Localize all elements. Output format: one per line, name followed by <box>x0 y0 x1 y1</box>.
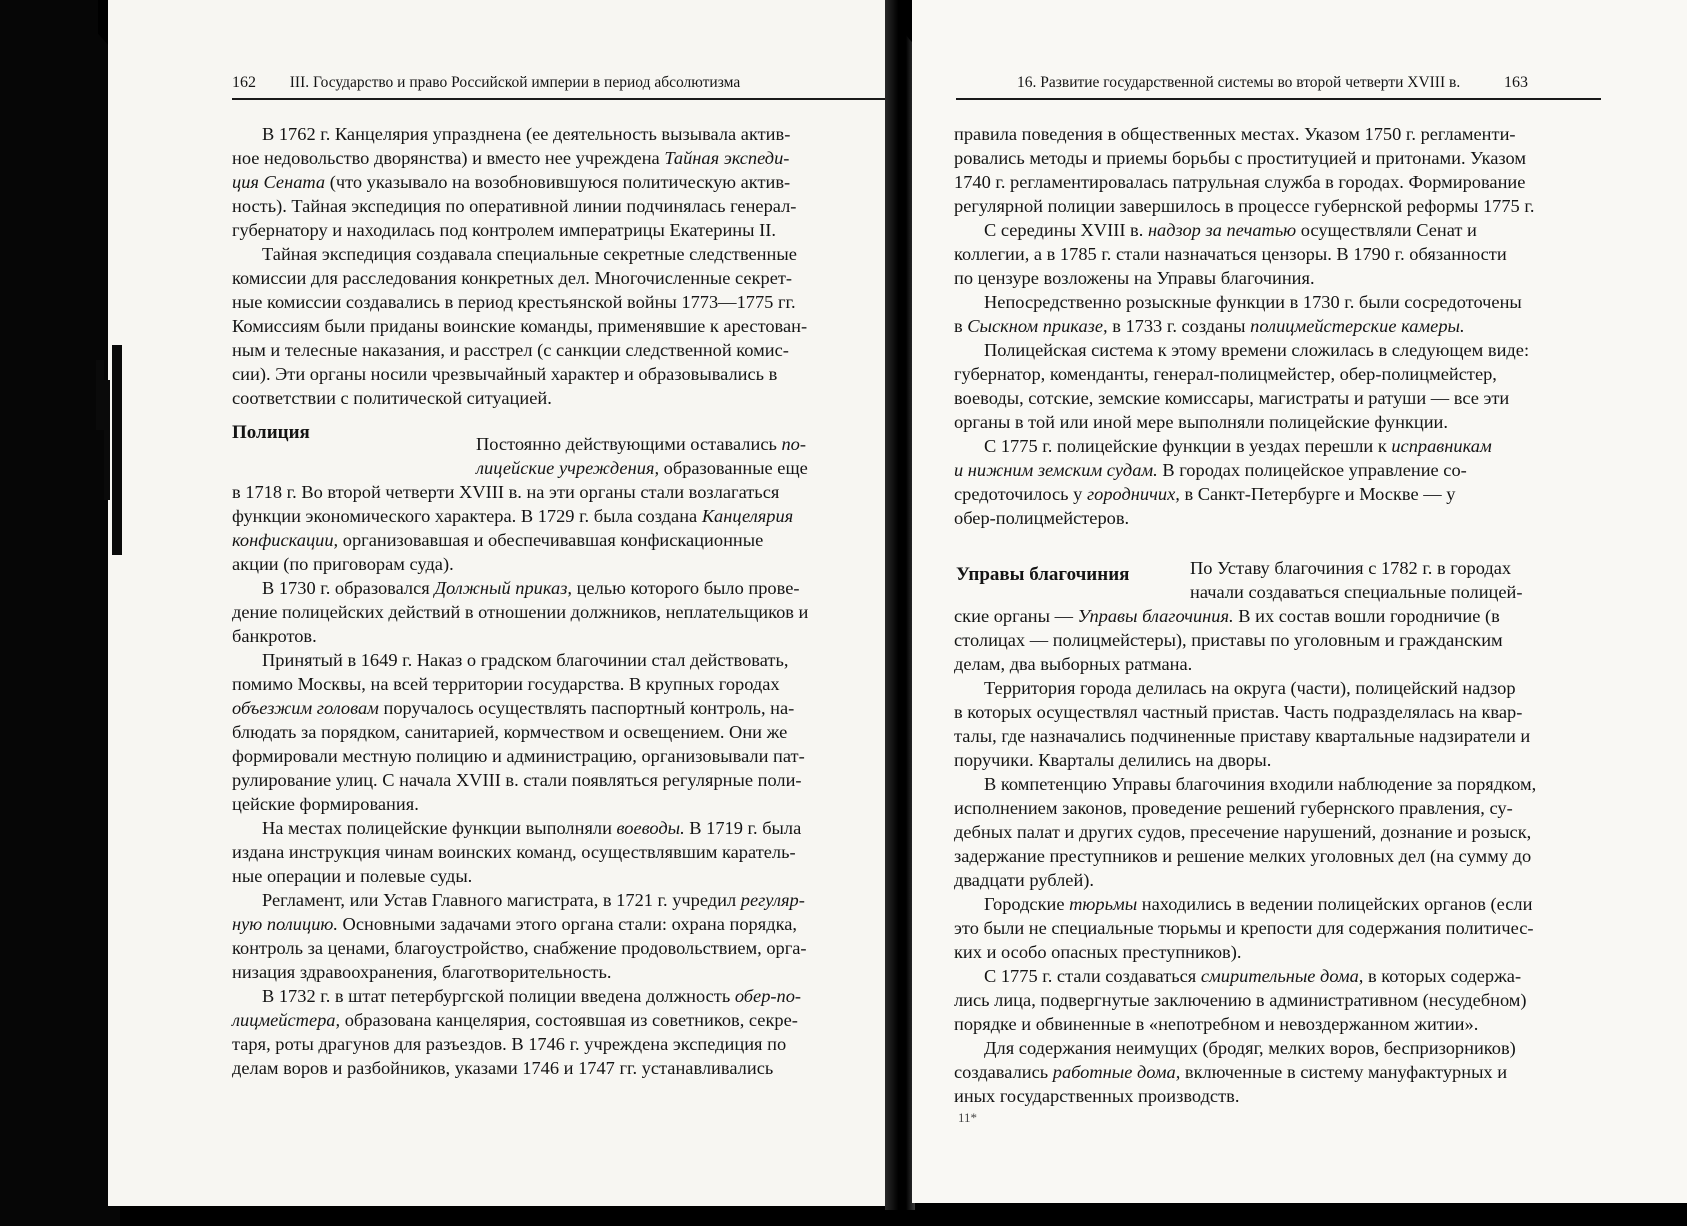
left-header-title: III. Государство и право Российской империи в период абсолютизма <box>289 74 741 91</box>
italic-term: Тайная экспеди- <box>664 148 790 168</box>
right-header-title: 16. Развитие государственной системы во второй четверти XVIII в. <box>1017 74 1461 91</box>
text-run: создавались <box>954 1062 1053 1082</box>
text-run: Территория города делилась на округа (части), полицейский надзор <box>984 678 1516 698</box>
text-run: коллегии, а в 1785 г. стали назначаться цензоры. В 1790 г. обязанности <box>954 244 1507 264</box>
text-line <box>232 672 903 696</box>
scan-artifact <box>96 360 104 430</box>
text-line <box>954 458 1634 482</box>
text-line <box>954 218 1634 242</box>
text-run: Непосредственно розыскные функции в 1730 г. были сосредоточены <box>984 292 1522 312</box>
text-line <box>954 604 1634 628</box>
text-run: В 1719 г. была <box>684 818 802 838</box>
text-run: В 1730 г. образовался <box>262 578 435 598</box>
text-run: (что указывало на возобновившуюся политическую актив- <box>325 172 791 192</box>
text-run: в <box>954 316 968 336</box>
text-run: С 1775 г. полицейские функции в уездах перешли к <box>984 436 1392 456</box>
text-line <box>232 146 903 170</box>
text-run: включенные в систему мануфактурных и <box>1180 1062 1508 1082</box>
text-line <box>954 338 1634 362</box>
text-line <box>232 720 903 744</box>
text-run: иных государственных производств. <box>954 1086 1240 1106</box>
italic-term: по- <box>781 434 806 454</box>
text-run: Полицейская система к этому времени сложилась в следующем виде: <box>984 340 1530 360</box>
text-line <box>232 528 903 552</box>
text-line <box>232 576 903 600</box>
text-line <box>232 386 903 410</box>
text-line <box>232 696 903 720</box>
text-run: В городах полицейское управление со- <box>1157 460 1467 480</box>
text-run: образована канцелярия, состоявшая из советников, секре- <box>340 1010 798 1030</box>
left-page <box>108 0 903 1206</box>
text-line <box>232 744 903 768</box>
text-line <box>954 844 1634 868</box>
text-run: таря, роты драгунов для разъездов. В 1746 г. учреждена экспедиция по <box>232 1034 787 1054</box>
text-run: губернатору и находилась под контролем императрицы Екатерины II. <box>232 220 776 240</box>
text-run: сии). Эти органы носили чрезвычайный характер и образовывались в <box>232 364 778 384</box>
text-run: начали создаваться специальные полицей- <box>1190 582 1523 602</box>
text-run: блюдать за порядком, санитарией, кормчеством и освещением. Они же <box>232 722 788 742</box>
text-run: цейские формирования. <box>232 794 419 814</box>
italic-term: и нижним земским судам. <box>954 460 1158 480</box>
text-run: делам, два выборных ратмана. <box>954 654 1193 674</box>
italic-term: регуляр- <box>740 890 805 910</box>
text-line <box>232 314 903 338</box>
text-line <box>954 988 1634 1012</box>
text-run: талы, где назначались подчиненные приставу квартальные надзиратели и <box>954 726 1531 746</box>
italic-term: работные дома, <box>1052 1062 1181 1082</box>
text-line <box>232 432 903 456</box>
text-run: в Санкт-Петербурге и Москве — у <box>1179 484 1456 504</box>
text-line <box>954 916 1634 940</box>
text-line <box>232 480 903 504</box>
book-spine <box>885 0 915 1210</box>
text-line <box>954 676 1634 700</box>
text-run: С 1775 г. стали создаваться <box>984 966 1201 986</box>
text-line <box>954 868 1634 892</box>
text-run: в 1718 г. Во второй четверти XVIII в. на эти органы стали возлагаться <box>232 482 780 502</box>
left-body-text <box>232 122 903 1080</box>
text-line <box>232 504 903 528</box>
text-line <box>232 864 903 888</box>
text-run: правила поведения в общественных местах. Указом 1750 г. регламенти- <box>954 124 1516 144</box>
italic-term: исправникам <box>1391 436 1492 456</box>
text-run: В их состав вошли городничие (в <box>1233 606 1500 626</box>
text-line <box>232 888 903 912</box>
text-run: это были не специальные тюрьмы и крепости для содержания политичес- <box>954 918 1534 938</box>
text-line <box>954 772 1634 796</box>
text-line <box>232 648 903 672</box>
text-line <box>954 194 1634 218</box>
right-body-text <box>954 122 1634 1108</box>
footer-signature-mark: 11* <box>958 1110 978 1125</box>
text-line <box>954 796 1634 820</box>
text-run: Городские <box>984 894 1070 914</box>
text-line <box>232 290 903 314</box>
text-line <box>954 434 1634 458</box>
text-run: обер-полицмейстеров. <box>954 508 1130 528</box>
header-rule <box>956 98 1601 100</box>
text-line <box>232 984 903 1008</box>
text-run: Постоянно действующими оставались <box>476 434 782 454</box>
italic-term: Должный приказ, <box>434 578 572 598</box>
text-line <box>232 242 903 266</box>
text-run: организовавшая и обеспечивавшая конфискационные <box>338 530 764 550</box>
scan-artifact <box>104 380 110 500</box>
text-run: делам воров и разбойников, указами 1746 и 1747 гг. устанавливались <box>232 1058 774 1078</box>
text-run: порядке и обвиненные в «непотребном и невоздержанном житии». <box>954 1014 1479 1034</box>
italic-term: надзор за печатью <box>1147 220 1297 240</box>
text-run: ные комиссии создавались в период крестьянской войны 1773—1775 гг. <box>232 292 796 312</box>
text-run: в которых осуществлял частный пристав. Часть подразделялась на квар- <box>954 702 1523 722</box>
text-run: Комиссиям были приданы воинские команды, применявшие к арестован- <box>232 316 808 336</box>
italic-term: Управы благочиния. <box>1077 606 1234 626</box>
text-run: Основными задачами этого органа стали: охрана порядка, <box>337 914 797 934</box>
text-line <box>232 1032 903 1056</box>
text-line <box>954 362 1634 386</box>
text-line <box>232 912 903 936</box>
left-page-header <box>232 74 740 92</box>
text-run: средоточилось у <box>954 484 1087 504</box>
text-line <box>232 960 903 984</box>
text-run: воеводы, сотские, земские комиссары, магистраты и ратуши — все эти <box>954 388 1510 408</box>
text-run: издана инструкция чинам воинских команд, осуществлявшим каратель- <box>232 842 796 862</box>
text-line <box>232 552 903 576</box>
italic-term: ную полицию. <box>232 914 338 934</box>
text-line <box>954 652 1634 676</box>
text-run: дение полицейских действий в отношении должников, неплательщиков и <box>232 602 809 622</box>
text-run: ным и телесные наказания, и расстрел (с санкции следственной комис- <box>232 340 789 360</box>
text-line <box>954 242 1634 266</box>
text-run: находились в ведении полицейских органов (если <box>1137 894 1533 914</box>
text-line <box>954 700 1634 724</box>
text-run: контроль за ценами, благоустройство, снабжение продовольствием, орга- <box>232 938 807 958</box>
text-run: рулирование улиц. С начала XVIII в. стали появляться регулярные поли- <box>232 770 802 790</box>
scan-artifact <box>112 345 122 555</box>
text-run: соответствии с политической ситуацией. <box>232 388 552 408</box>
text-line <box>954 266 1634 290</box>
italic-term: смирительные дома, <box>1200 966 1364 986</box>
text-line <box>232 122 903 146</box>
italic-term: лицейские учреждения, <box>476 458 660 478</box>
text-line <box>232 338 903 362</box>
text-run: в 1733 г. созданы <box>1107 316 1251 336</box>
scan-dark-margin <box>0 0 120 1226</box>
text-run: банкротов. <box>232 626 317 646</box>
text-run: лись лица, подвергнутые заключению в административном (несудебном) <box>954 990 1527 1010</box>
text-run: Тайная экспедиция создавала специальные секретные следственные <box>262 244 797 264</box>
text-run: по цензуре возложены на Управы благочиния. <box>954 268 1315 288</box>
text-line <box>232 816 903 840</box>
text-line <box>232 600 903 624</box>
text-run: ное недовольство дворянства) и вместо нее учреждена <box>232 148 665 168</box>
text-run: органы в той или иной мере выполняли полицейские функции. <box>954 412 1448 432</box>
text-run: С середины XVIII в. <box>984 220 1148 240</box>
text-line <box>954 146 1634 170</box>
text-line <box>954 748 1634 772</box>
text-run: в которых содержа- <box>1363 966 1522 986</box>
text-line <box>954 1036 1634 1060</box>
text-line <box>232 1056 903 1080</box>
text-run: задержание преступников и решение мелких уголовных дел (на сумму до <box>954 846 1532 866</box>
text-run: осуществляли Сенат и <box>1296 220 1477 240</box>
text-run: дебных палат и других судов, пресечение нарушений, дознание и розыск, <box>954 822 1532 842</box>
text-line <box>232 840 903 864</box>
italic-term: конфискации, <box>232 530 339 550</box>
text-run: поручалось осуществлять паспортный контроль, на- <box>378 698 795 718</box>
italic-term: городничих, <box>1086 484 1180 504</box>
text-run: исполнением законов, проведение решений губернского правления, су- <box>954 798 1513 818</box>
text-run: столицах — полицмейстеры), приставы по уголовным и гражданским <box>954 630 1503 650</box>
italic-term: ция Сената <box>232 172 326 192</box>
text-line <box>954 964 1634 988</box>
text-run: регулярной полиции завершилось в процессе губернской реформы 1775 г. <box>954 196 1535 216</box>
text-line <box>954 1012 1634 1036</box>
text-line <box>232 624 903 648</box>
text-run: 1740 г. регламентировалась патрульная служба в городах. Формирование <box>954 172 1526 192</box>
right-page-header <box>1017 74 1528 92</box>
left-page-number: 162 <box>232 74 256 91</box>
text-run: двадцати рублей). <box>954 870 1095 890</box>
section-heading-police: Полиция <box>232 422 310 443</box>
text-line <box>232 194 903 218</box>
text-run: помимо Москвы, на всей территории государства. В крупных городах <box>232 674 780 694</box>
text-run: В 1762 г. Канцелярия упразднена (ее деятельность вызывала актив- <box>262 124 791 144</box>
text-run: поручики. Кварталы делились на дворы. <box>954 750 1272 770</box>
text-run: Для содержания неимущих (бродяг, мелких воров, беспризорников) <box>984 1038 1516 1058</box>
italic-term: Сыскном приказе, <box>967 316 1108 336</box>
text-line <box>954 820 1634 844</box>
text-line <box>954 506 1634 530</box>
text-run: акции (по приговорам суда). <box>232 554 454 574</box>
section-heading-upravy: Управы благочиния <box>956 564 1130 585</box>
text-run: В компетенцию Управы благочиния входили наблюдение за порядком, <box>984 774 1537 794</box>
text-run: ность). Тайная экспедиция по оперативной линии подчинялась генерал- <box>232 196 797 216</box>
text-line <box>954 628 1634 652</box>
text-run: комиссии для расследования конкретных дел. Многочисленные секрет- <box>232 268 793 288</box>
text-line <box>232 266 903 290</box>
text-line <box>232 362 903 386</box>
text-line <box>954 482 1634 506</box>
text-run: В 1732 г. в штат петербургской полиции введена должность <box>262 986 735 1006</box>
text-run: целью которого было прове- <box>571 578 800 598</box>
text-run: Регламент, или Устав Главного магистрата, в 1721 г. учредил <box>262 890 741 910</box>
text-line <box>954 290 1634 314</box>
text-run: Принятый в 1649 г. Наказ о градском благочинии стал действовать, <box>262 650 789 670</box>
italic-term: воеводы. <box>616 818 685 838</box>
text-run: ких и особо опасных преступников). <box>954 942 1242 962</box>
text-line <box>954 724 1634 748</box>
text-line <box>954 410 1634 434</box>
text-run: ровались методы и приемы борьбы с проституцией и притонами. Указом <box>954 148 1527 168</box>
text-line <box>232 936 903 960</box>
text-line <box>232 456 903 480</box>
text-line <box>954 940 1634 964</box>
text-line <box>232 768 903 792</box>
text-run: образованные еще <box>659 458 808 478</box>
text-line <box>232 1008 903 1032</box>
text-run: На местах полицейские функции выполняли <box>262 818 617 838</box>
text-run: функции экономического характера. В 1729 г. была создана <box>232 506 702 526</box>
text-run: низация здравоохранения, благотворительность. <box>232 962 612 982</box>
text-line <box>954 122 1634 146</box>
right-page-number: 163 <box>1503 74 1528 91</box>
header-rule <box>232 98 903 100</box>
text-line <box>954 170 1634 194</box>
text-line <box>232 170 903 194</box>
italic-term: лицмейстера, <box>232 1010 341 1030</box>
italic-term: объезжим головам <box>232 698 379 718</box>
text-line <box>954 1084 1634 1108</box>
right-page <box>912 0 1687 1203</box>
text-line <box>232 792 903 816</box>
text-run: формировали местную полицию и администрацию, организовывали пат- <box>232 746 805 766</box>
text-line <box>954 314 1634 338</box>
italic-term: Канцелярия <box>701 506 794 526</box>
text-line <box>954 1060 1634 1084</box>
italic-term: обер-по- <box>734 986 802 1006</box>
italic-term: тюрьмы <box>1069 894 1138 914</box>
text-run: ные операции и полевые суды. <box>232 866 473 886</box>
text-line <box>232 218 903 242</box>
text-run: губернатор, коменданты, генерал-полицмейстер, обер-полицмейстер, <box>954 364 1497 384</box>
text-line <box>954 386 1634 410</box>
text-line <box>954 892 1634 916</box>
text-run: По Уставу благочиния с 1782 г. в городах <box>1190 558 1512 578</box>
text-run: ские органы — <box>954 606 1078 626</box>
italic-term: полицмейстерские камеры. <box>1250 316 1465 336</box>
